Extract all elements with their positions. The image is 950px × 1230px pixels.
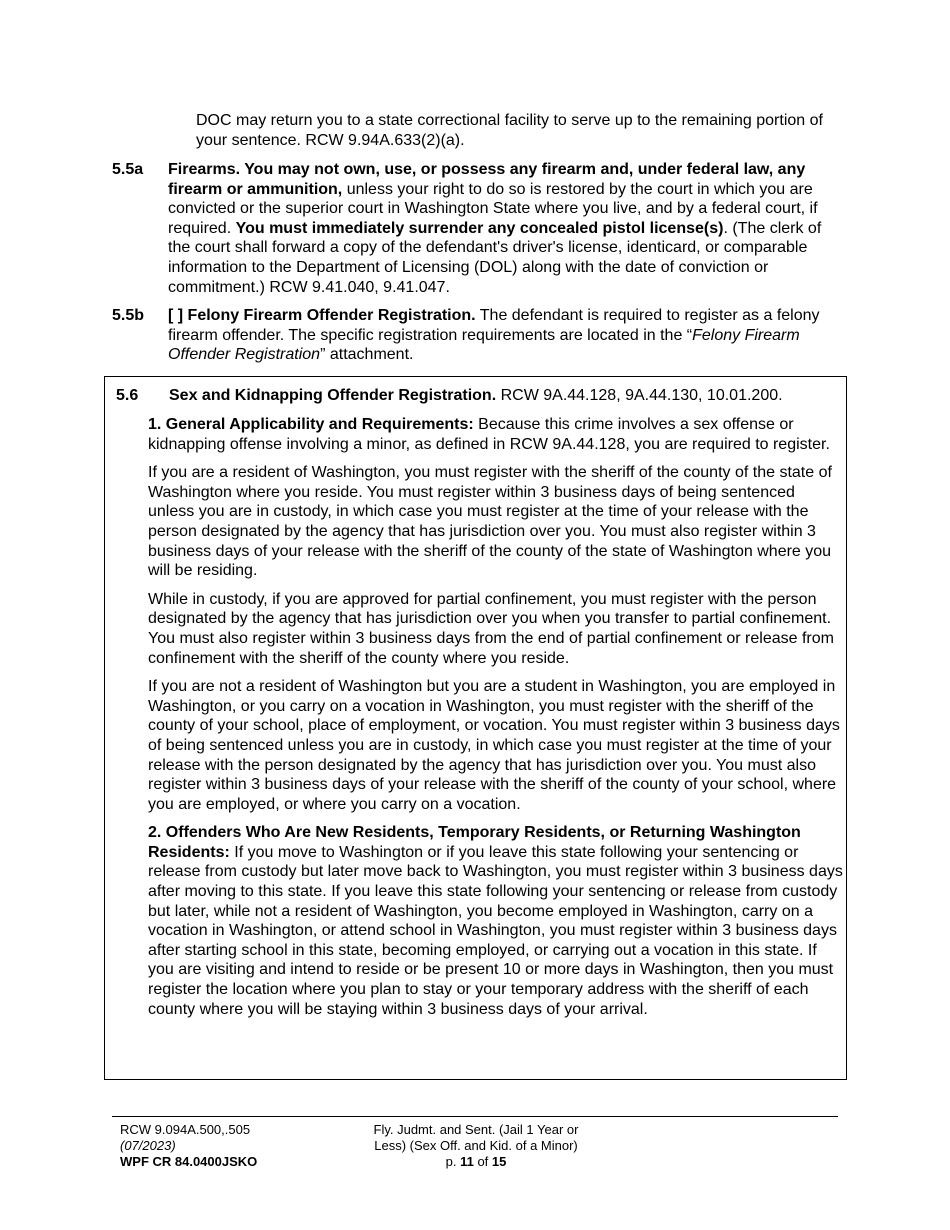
footer-page-number [336, 1154, 616, 1170]
footer-title-line2: Less) (Sex Off. and Kid. of a Minor) [374, 1138, 578, 1153]
section-body [168, 306, 842, 365]
section-5-6-content [148, 415, 843, 1028]
footer-title-line1: Fly. Judmt. and Sent. (Jail 1 Year or [373, 1122, 579, 1137]
general-applicability-text: Because this crime involves a sex offense or kidnapping offense involving a minor, as defined in RCW 9A.44.128, you are required to register. [148, 416, 830, 453]
footer-center [336, 1122, 616, 1170]
firearms-bold-lead: Firearms. You may not own, use, or possess any firearm and, under federal law, any firearm or ammunition, [168, 161, 806, 198]
felony-firearm-attachment-name: Felony Firearm Offender Registration [168, 326, 800, 364]
general-applicability-heading: 1. General Applicability and Requirements: [148, 416, 474, 433]
intro-paragraph [196, 111, 846, 150]
page-prefix: p. [445, 1154, 461, 1169]
section-5-6-box [104, 376, 847, 1080]
custody-paragraph: While in custody, if you are approved for partial confinement, you must register with the person designated by the agency that has jurisdiction over you when you transfer to partial confinement. You must also register within 3 business days from the end of partial confinement or release from confinement with the sheriff of the county where you reside. [148, 590, 834, 667]
footer-divider [112, 1116, 838, 1117]
page-total: 15 [491, 1154, 507, 1169]
page-of: of [473, 1154, 492, 1169]
intro-text: DOC may return you to a state correctional facility to serve up to the remaining portion of your sentence. RCW 9.94A.633(2)(a). [196, 112, 823, 149]
page-current: 11 [460, 1154, 474, 1169]
section-title-cite: RCW 9A.44.128, 9A.44.130, 10.01.200. [496, 387, 783, 404]
firearms-text-1: unless your right to do so is restored by the court in which you are convicted or the superior court in Washington State where you live, and by a federal court, if required. [168, 180, 818, 237]
footer-left [120, 1122, 257, 1170]
new-residents-paragraph [148, 823, 843, 1019]
footer-form-id: WPF CR 84.0400JSKO [120, 1154, 258, 1169]
felony-firearm-text-2: ” attachment. [320, 346, 414, 364]
new-residents-heading: 2. Offenders Who Are New Residents, Temporary Residents, or Returning Washington Residents: [148, 824, 801, 861]
felony-firearm-bold-lead: [ ] Felony Firearm Offender Registration. [168, 307, 476, 324]
section-5-6-heading [116, 386, 836, 406]
footer-statute: RCW 9.094A.500,.505 [120, 1122, 251, 1137]
section-body [168, 160, 842, 297]
resident-paragraph: If you are a resident of Washington, you must register with the sheriff of the county of the state of Washington where you reside. You must register within 3 business days of being sentenced unless you are in custody, in which case you must register at the time of your release with the person designated by the agency that has jurisdiction over you. You must also register within 3 business days of your release with the sheriff of the county of the state of Washington where you will be residing. [148, 464, 832, 580]
section-number: 5.5a [112, 161, 144, 178]
section-title [169, 386, 849, 406]
non-resident-paragraph: If you are not a resident of Washington but you are a student in Washington, you are employed in Washington, or you carry on a vocation in Washington, you must register with the sheriff of the county of your school, place of employment, or vocation. You must register within 3 business days of being sentenced unless you are in custody, in which case you must register at the time of your release with the person designated by the agency that has jurisdiction over you. You must also register within 3 business days of your release with the sheriff of the county of your school, where you are employed, or where you carry on a vocation. [148, 678, 840, 813]
firearms-surrender-bold: You must immediately surrender any concealed pistol license(s) [235, 219, 724, 237]
felony-firearm-text-1: The defendant is required to register as a felony firearm offender. The specific registration requirements are located in the “ [168, 307, 820, 344]
general-applicability-paragraph [148, 415, 843, 454]
new-residents-text: If you move to Washington or if you leave this state following your sentencing or release from custody but later move back to Washington, you must register within 3 business days after moving to this state. If you leave this state following your sentencing or release from custody but later, while not a resident of Washington, you become employed in Washington, carry on a vocation in Washington, or attend school in Washington, you must register within 3 business days after starting school in this state, becoming employed, or carrying out a vocation in this state. If you are visiting and intend to reside or be present 10 or more days in Washington, then you must register the location where you plan to stay or your temporary address with the sheriff of each county where you will be staying within 3 business days of your arrival. [148, 843, 843, 1018]
section-title-bold: Sex and Kidnapping Offender Registration. [169, 387, 497, 404]
section-5-5a-firearms [112, 160, 842, 297]
footer-revision: (07/2023) [120, 1138, 176, 1153]
section-5-5b-felony-firearm [112, 306, 842, 365]
firearms-text-2: . (The clerk of the court shall forward a copy of the defendant's driver's license, identicard, or comparable information to the Department of Licensing (DOL) along with the date of conviction or commitment.) RCW 9.41.040, 9.41.047. [168, 219, 822, 296]
section-number: 5.5b [112, 307, 145, 324]
section-number: 5.6 [116, 387, 139, 404]
